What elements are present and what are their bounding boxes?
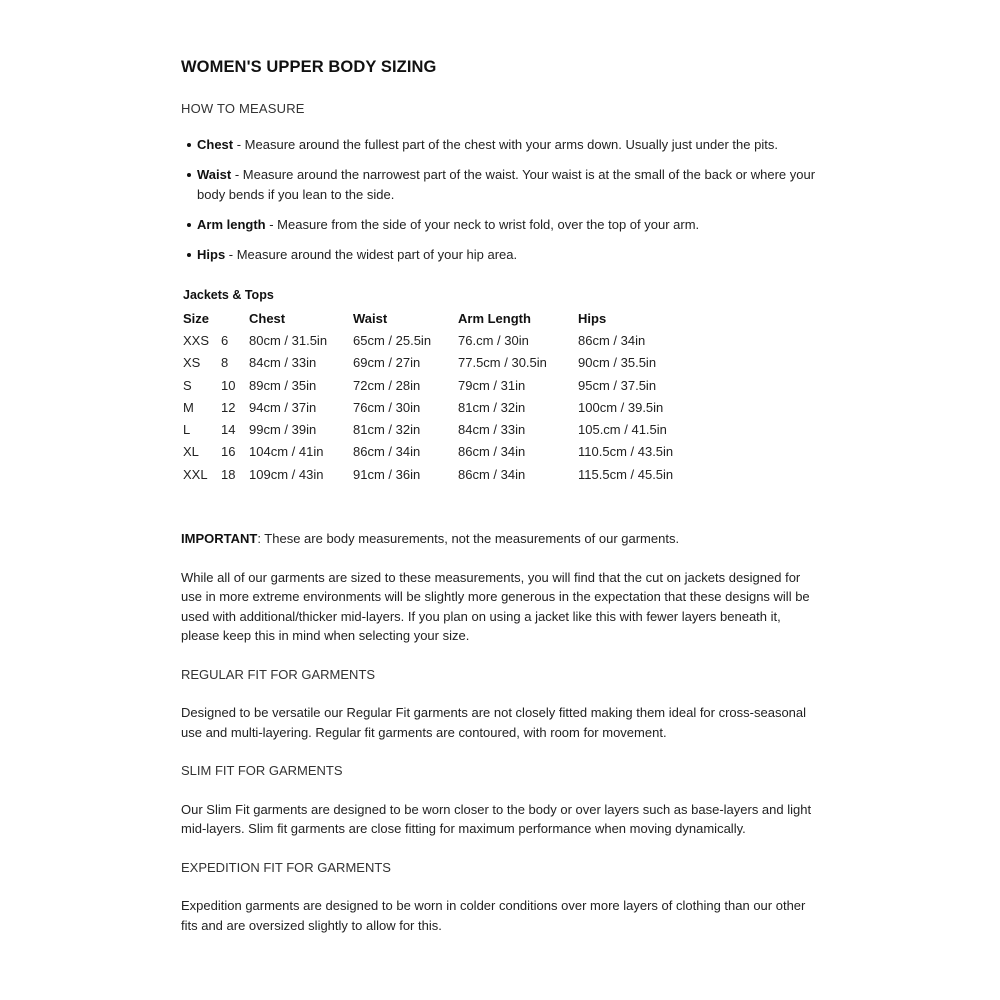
measurement-term: Hips <box>197 247 226 262</box>
cell-num: 8 <box>221 355 229 371</box>
measurement-term: Arm length <box>197 217 266 232</box>
measurement-list <box>181 135 821 265</box>
note-paragraph: While all of our garments are sized to these measurements, you will find that the cut on jackets designed for use in more extreme environments will be slightly more generous in the expectation that these designs will be used with additional/thicker mid-layers. If you plan on using a jacket like this with fewer layers beneath it, please keep this in mind when selecting your size. <box>181 569 810 644</box>
cell-chest: 109cm / 43in <box>249 466 324 482</box>
table-title: Jackets & Tops <box>183 288 274 302</box>
cell-size: M <box>183 399 194 415</box>
expedition-fit-text: Expedition garments are designed to be worn in colder conditions over more layers of clothing than our other fits and are oversized slightly to allow for this. <box>181 898 806 933</box>
cell-arm-length: 86cm / 34in <box>458 466 526 482</box>
measurement-desc: - Measure from the side of your neck to wrist fold, over the top of your arm. <box>265 217 700 232</box>
cell-num: 6 <box>221 332 229 348</box>
cell-waist: 81cm / 32in <box>353 422 421 438</box>
table-row <box>183 396 698 418</box>
cell-num: 18 <box>221 466 236 482</box>
cell-hips: 90cm / 35.5in <box>578 355 657 371</box>
table-row <box>183 352 698 374</box>
table-row <box>183 329 698 351</box>
cell-hips: 86cm / 34in <box>578 332 646 348</box>
cell-hips: 115.5cm / 45.5in <box>578 466 674 482</box>
measurement-item-hips <box>187 245 821 265</box>
table-row <box>183 374 698 396</box>
cell-waist: 76cm / 30in <box>353 399 421 415</box>
cell-arm-length: 84cm / 33in <box>458 422 526 438</box>
measurement-desc: - Measure around the narrowest part of the waist. Your waist is at the small of the back or where your body bends if you lean to the side. <box>197 167 816 202</box>
cell-chest: 84cm / 33in <box>249 355 317 371</box>
measurement-item-arm-length <box>187 215 821 235</box>
size-table <box>183 307 698 485</box>
header-arm-length: Arm Length <box>458 310 531 326</box>
measurement-term: Chest <box>197 137 234 152</box>
cell-arm-length: 76.cm / 30in <box>458 332 529 348</box>
cell-hips: 110.5cm / 43.5in <box>578 444 674 460</box>
table-row <box>183 418 698 440</box>
cell-size: XXS <box>183 332 210 348</box>
page-title: WOMEN'S UPPER BODY SIZING <box>181 58 437 76</box>
how-to-measure-heading: HOW TO MEASURE <box>181 101 305 116</box>
measurement-item-chest <box>187 135 821 155</box>
cell-waist: 91cm / 36in <box>353 466 421 482</box>
important-text: : These are body measurements, not the measurements of our garments. <box>257 531 680 547</box>
cell-chest: 89cm / 35in <box>249 377 317 393</box>
cell-num: 14 <box>221 422 236 438</box>
cell-size: XS <box>183 355 201 371</box>
important-note <box>181 529 821 549</box>
cell-num: 12 <box>221 399 236 415</box>
header-waist: Waist <box>353 310 388 326</box>
cell-waist: 86cm / 34in <box>353 444 421 460</box>
slim-fit-text: Our Slim Fit garments are designed to be worn closer to the body or over layers such as base-layers and light mid-layers. Slim fit garments are close fitting for maximum performance when moving dynamically. <box>181 801 812 837</box>
cell-arm-length: 81cm / 32in <box>458 399 526 415</box>
expedition-fit-heading: EXPEDITION FIT FOR GARMENTS <box>181 859 391 875</box>
measurement-desc: - Measure around the widest part of your hip area. <box>225 247 518 262</box>
cell-hips: 105.cm / 41.5in <box>578 422 667 438</box>
measurement-item-waist <box>187 165 821 205</box>
cell-waist: 65cm / 25.5in <box>353 332 432 348</box>
cell-size: S <box>183 377 192 393</box>
slim-fit-heading: SLIM FIT FOR GARMENTS <box>181 763 343 779</box>
regular-fit-text: Designed to be versatile our Regular Fit garments are not closely fitted making them ideal for cross-seasonal use and multi-layering. Regular fit garments are contoured, with room for movement. <box>181 705 807 740</box>
header-chest: Chest <box>249 310 286 326</box>
measurement-desc: - Measure around the fullest part of the chest with your arms down. Usually just under the pits. <box>233 137 778 152</box>
table-header-row <box>183 307 698 329</box>
cell-size: XXL <box>183 466 208 482</box>
cell-chest: 80cm / 31.5in <box>249 332 328 348</box>
cell-arm-length: 86cm / 34in <box>458 444 526 460</box>
cell-size: L <box>183 422 191 438</box>
cell-chest: 94cm / 37in <box>249 399 317 415</box>
regular-fit-heading: REGULAR FIT FOR GARMENTS <box>181 666 376 682</box>
header-size: Size <box>183 310 210 326</box>
cell-chest: 104cm / 41in <box>249 444 324 460</box>
cell-size: XL <box>183 444 199 460</box>
sizing-document <box>181 58 821 935</box>
table-row <box>183 441 698 463</box>
important-label: IMPORTANT <box>181 531 258 547</box>
cell-chest: 99cm / 39in <box>249 422 317 438</box>
cell-arm-length: 77.5cm / 30.5in <box>458 355 547 371</box>
cell-arm-length: 79cm / 31in <box>458 377 526 393</box>
cell-waist: 69cm / 27in <box>353 355 421 371</box>
measurement-term: Waist <box>197 167 232 182</box>
table-row <box>183 463 698 485</box>
cell-num: 16 <box>221 444 236 460</box>
header-hips: Hips <box>578 310 607 326</box>
cell-hips: 95cm / 37.5in <box>578 377 657 393</box>
cell-waist: 72cm / 28in <box>353 377 421 393</box>
cell-hips: 100cm / 39.5in <box>578 399 664 415</box>
cell-num: 10 <box>221 377 236 393</box>
